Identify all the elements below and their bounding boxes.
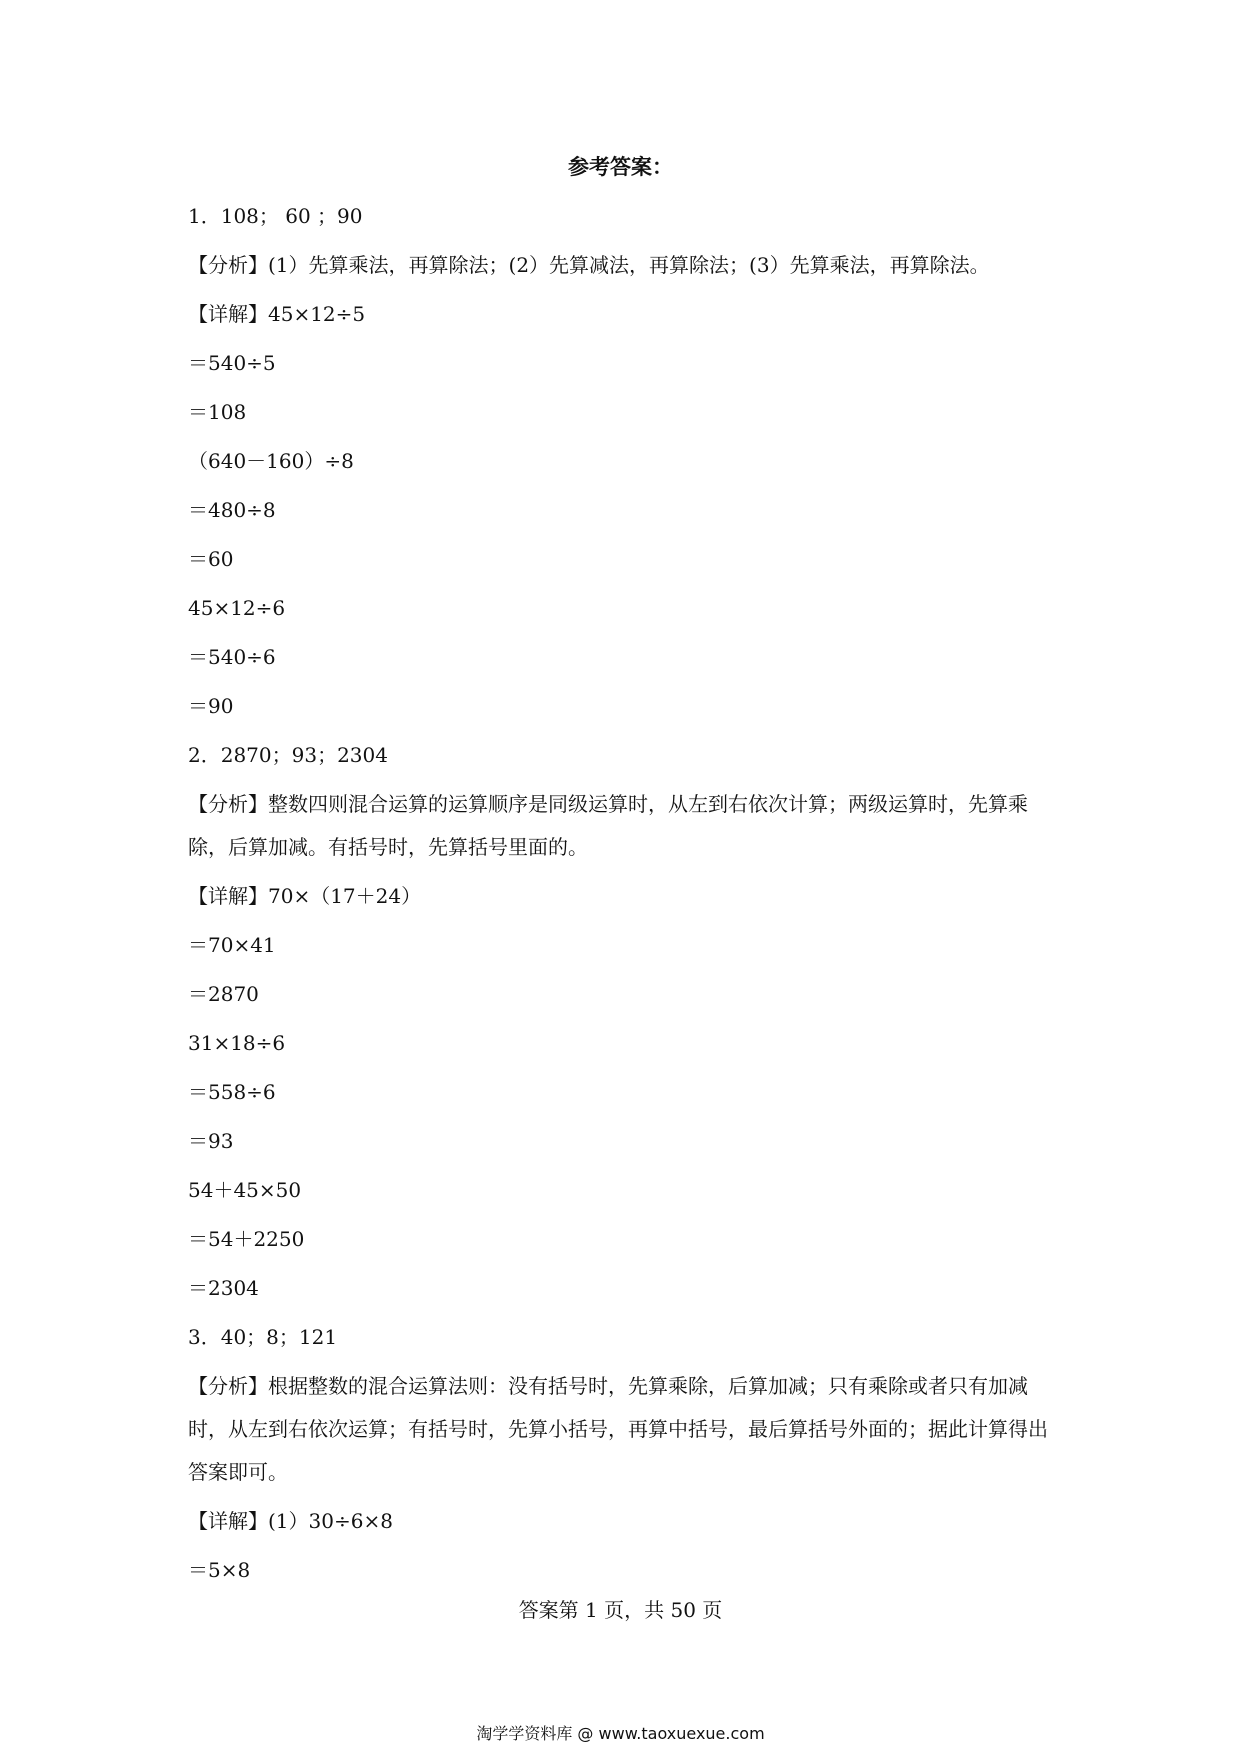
detail-step: 54＋45×50 [188,1178,302,1202]
analysis-text: 【分析】(1）先算乘法，再算除法；(2）先算减法，再算除法；(3）先算乘法，再算除法。 [188,253,990,277]
detail-step: 【详解】45×12÷5 [188,302,366,326]
detail-step: ＝540÷5 [188,351,276,375]
answer-1-summary: 1．108； 60 ；90 [188,204,363,228]
detail-step: ＝108 [188,400,247,424]
detail-step: ＝60 [188,547,234,571]
analysis-text: 【分析】整数四则混合运算的运算顺序是同级运算时，从左到右依次计算；两级运算时，先算乘除，后算加减。有括号时，先算括号里面的。 [188,792,1028,859]
answer-content [188,192,1058,1595]
detail-step: ＝2304 [188,1276,259,1300]
answer-2-summary: 2．2870；93；2304 [188,743,388,767]
answer-3-summary: 3．40；8；121 [188,1325,338,1349]
detail-step: 45×12÷6 [188,596,286,620]
analysis-text: 【分析】根据整数的混合运算法则：没有括号时，先算乘除，后算加减；只有乘除或者只有加减时，从左到右依次运算；有括号时，先算小括号，再算中括号，最后算括号外面的；据此计算得出答案即可。 [188,1374,1048,1484]
detail-step: 31×18÷6 [188,1031,286,1055]
detail-step: ＝90 [188,694,234,718]
detail-step: 【详解】(1）30÷6×8 [188,1509,393,1533]
detail-step: 【详解】70×（17＋24） [188,884,422,908]
detail-step: ＝93 [188,1129,234,1153]
detail-step: ＝54＋2250 [188,1227,305,1251]
detail-step: ＝5×8 [188,1558,251,1582]
detail-step: ＝70×41 [188,933,276,957]
detail-step: ＝2870 [188,982,259,1006]
detail-step: （640－160）÷8 [188,449,354,473]
detail-step: ＝558÷6 [188,1080,276,1104]
source-watermark: 淘学学资料库 @ www.taoxuexue.com [476,1724,765,1743]
detail-step: ＝540÷6 [188,645,276,669]
page-title: 参考答案： [568,154,673,179]
detail-step: ＝480÷8 [188,498,276,522]
page-number-footer: 答案第 1 页，共 50 页 [518,1598,723,1622]
